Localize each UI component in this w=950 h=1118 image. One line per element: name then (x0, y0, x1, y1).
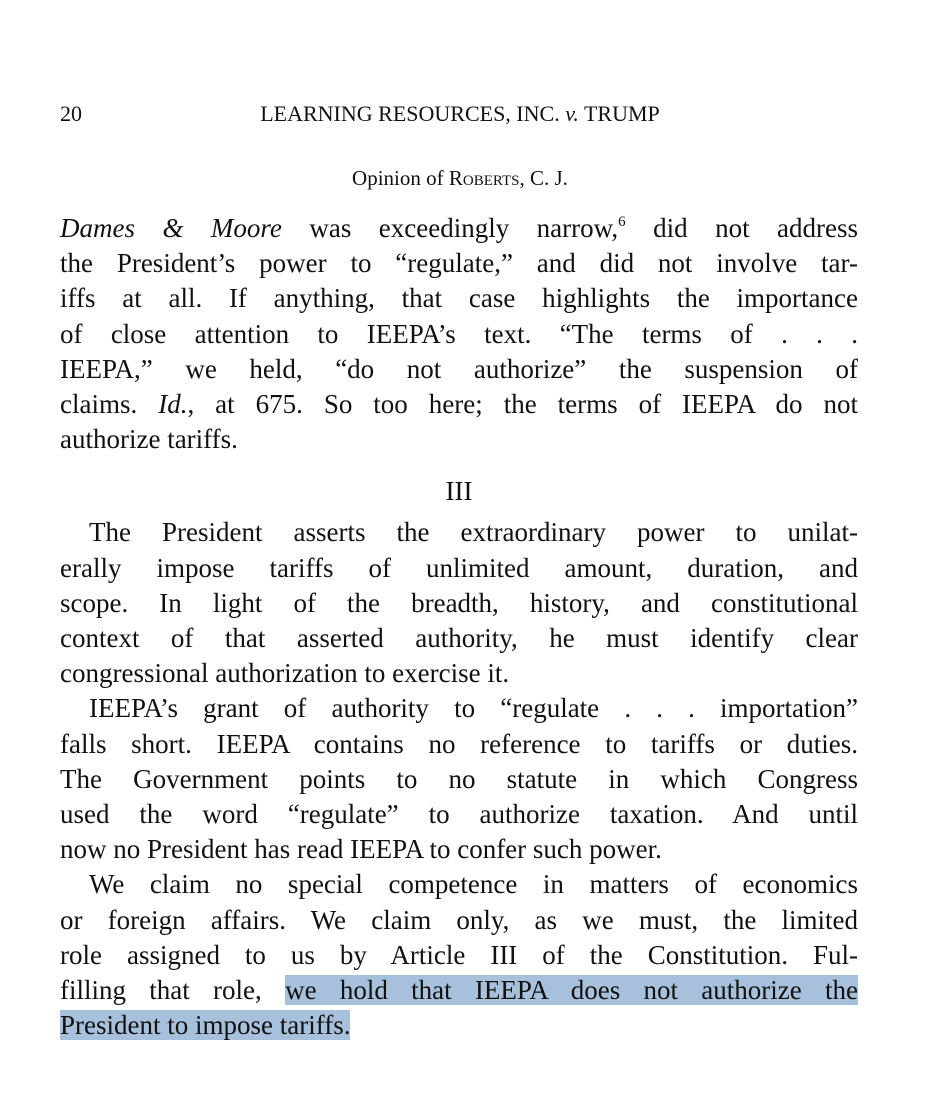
text-line (60, 387, 858, 422)
text-line: The President asserts the extraordinary power to unilat- (89, 517, 858, 548)
text-line: of close attention to IEEPA’s text. “The terms of . . . (60, 318, 858, 349)
text-line: authorize tariffs. (60, 424, 238, 455)
text-line: now no President has read IEEPA to confer such power. (60, 834, 662, 865)
text-line (60, 1008, 858, 1043)
text-span: claims. (60, 389, 159, 420)
text-span: , at 675. So too here; the terms of IEEPA do not (187, 389, 859, 420)
text-span: filling that role, (60, 975, 286, 1006)
text-line: iffs at all. If anything, that case highlights the importance (60, 283, 858, 314)
paragraph-dames-moore (60, 211, 858, 457)
text-line: falls short. IEEPA contains no reference to tariffs or duties. (60, 728, 858, 759)
text-line: scope. In light of the breadth, history, and constitutional (60, 587, 858, 618)
text-line: IEEPA’s grant of authority to “regulate . . . importation” (89, 693, 858, 724)
text-line: role assigned to us by Article III of the Constitution. Ful- (60, 939, 858, 970)
opinion-body (60, 211, 858, 1043)
paragraph-extraordinary-power (60, 515, 858, 691)
text-line: We claim no special competence in matters of economics (89, 869, 858, 900)
text-line (60, 211, 858, 246)
text-line: the President’s power to “regulate,” and did not involve tar- (60, 248, 858, 279)
text-line: erally impose tariffs of unlimited amount, duration, and (60, 552, 858, 583)
text-line: context of that asserted authority, he must identify clear (60, 623, 858, 654)
text-line: or foreign affairs. We claim only, as we must, the limited (60, 904, 858, 935)
case-title-versus: v. (565, 101, 579, 126)
footnote-reference[interactable]: 6 (618, 214, 626, 230)
text-line (60, 973, 858, 1008)
running-head (60, 96, 860, 132)
text-span: did not address (625, 213, 858, 243)
page-number: 20 (60, 101, 82, 126)
case-title-part2: TRUMP (583, 101, 660, 126)
paragraph-ieepa-grant (60, 691, 858, 867)
highlighted-selection[interactable]: President to impose tariffs. (60, 1010, 351, 1041)
text-line: The Government points to no statute in which Congress (60, 763, 858, 794)
citation-italic: Id. (158, 389, 188, 420)
text-span: was exceedingly narrow, (281, 213, 619, 243)
text-line: congressional authorization to exercise it. (60, 658, 510, 689)
text-line: IEEPA,” we held, “do not authorize” the suspension of (60, 353, 858, 384)
paragraph-holding (60, 867, 858, 1043)
opinion-author: Roberts (448, 166, 520, 190)
highlighted-selection[interactable]: we hold that IEEPA does not authorize the (285, 975, 858, 1006)
opinion-suffix: , C. J. (519, 166, 568, 190)
opinion-prefix: Opinion of (352, 166, 449, 190)
section-heading: III (445, 476, 473, 507)
opinion-attribution (60, 162, 860, 194)
case-name-italic: Dames & Moore (60, 213, 282, 243)
case-title-part1: LEARNING RESOURCES, INC. (260, 101, 560, 126)
case-title (60, 96, 860, 132)
text-line: used the word “regulate” to authorize taxation. And until (60, 799, 858, 830)
